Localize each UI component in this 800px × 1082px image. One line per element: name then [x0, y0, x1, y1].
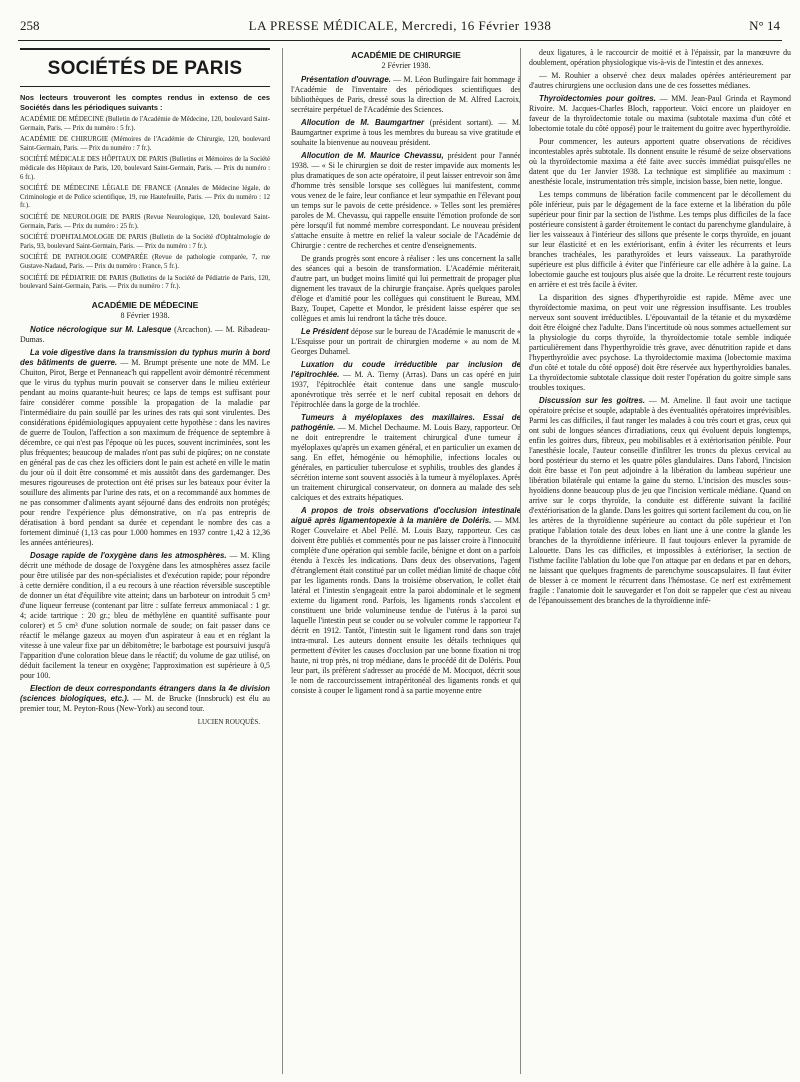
article-heading: Election de deux correspondants étrangers dans la 4e division (sciences biologiques, etc.).: [20, 683, 270, 703]
article-text: Pour commencer, les auteurs apportent quatre observations de récidives incontestables après subtotale. Ils donnent ensuite le résumé de seize observations où la thyroïdectomie maxima a été faite avec succès immédiat puisqu'elles ne datent que du 1er Janvier 1938. La technique est simplifiée au maximum : anesthésie locale, instrumentation très simple, incision basse, bien nette, longue.: [529, 137, 791, 186]
article-paragraph: [291, 118, 521, 148]
article-paragraph: [291, 360, 521, 410]
article-heading: Luxation du coude irréductible par inclusion de l'épitrochlée.: [291, 360, 521, 379]
medecine-articles: [20, 325, 270, 714]
society-entry: SOCIÉTÉ DE PÉDIATRIE DE PARIS (Bulletins de la Société de Pédiatrie de Paris, 120, boulevard Saint-Germain, Paris. — Prix du numéro : 7 fr.).: [20, 274, 270, 291]
article-text: — M. de Brucke (Innsbruck) est élu au premier tour, M. Peyton-Rous (New-York) au second tour.: [20, 693, 270, 713]
article-text: — M. Léon Butlingaire fait hommage à l'Académie de l'inventaire des périodiques scientifiques des bibliothèques de Paris, dressé sous la direction de M. Alfred Lacroix, secrétaire perpétuel de l'Académie des Sciences.: [291, 75, 521, 114]
article-heading: Le Président: [301, 327, 349, 336]
article-paragraph: [20, 325, 270, 345]
article-paragraph: [529, 94, 791, 134]
article-heading: Discussion sur les goitres.: [539, 396, 646, 405]
society-entry: SOCIÉTÉ DE MÉDECINE LÉGALE DE FRANCE (Annales de Médecine légale, de Criminologie et de Police scientifique, 19, rue Hautefeuille, Paris. — Prix du numéro : 12 fr.).: [20, 185, 270, 210]
issue-number: N° 14: [749, 18, 780, 33]
article-text: deux ligatures, à le raccourcir de moitié et à l'épaissir, par la manœuvre du doublement, opération physiologique vis-à-vis de l'intestin et des annexes.: [529, 48, 791, 67]
article-paragraph: [20, 684, 270, 714]
article-text: — M. Ameline. Il faut avoir une tactique opératoire précise et souple, adaptable à des éventualités opératoires imprévisibles. Parmi les cas difficiles, il faut ranger les malades à cou très court et gras, ceux qui ont subi de longues séances d'irradiations, ceux qui évoluent depuis longtemps, enfin les goitres durs, fibreux, peu mobilisables et à extériorisation pénible. Pour l'anesthésie locale, l'auteur conseille d'infiltrer les troncs du plexus cervical au bord postérieur du sterno et les quatre pôles glandulaires. Dans l'abord, l'incision doit être basse et l'on peut adjoindre à la libération du lambeau supérieur une libération bilatérale qui entame la gaine du sterno. L'incision des muscles sous-hyoïdiens donne beaucoup plus de jeu que l'incision verticale médiane. Quand on arrive sur le corps thyroïde, la conduite est différente suivant la facilité d'extériorisation de la glande. Dans les goitres qui sortent facilement du cou, on lie les artères de la thyroïdienne supérieure au contact du pôle supérieur et l'on pratique l'ablation totale des deux lobes en liant une à une contre la glande les branches de la thyroïdienne inférieure. Il faut toujours enlever la pyramide de Lalouette. Dans les cas difficiles, et impossibles à extérioriser, la section de l'isthme facilite l'ablation du lobe que l'on attaque par en dedans et par en dehors, ne laissant que quelques fragments de parenchyme souscapsulaires. Il faut éviter de blesser à ce moment le récurrent dans l'hémostase. Ce nerf est extrêmement fragile : l'anatomie doit le sauvegarder et l'on doit se rappeler que c'est au niveau de l'épanouissement des branches de la thyroïdienne infé-: [529, 396, 791, 605]
society-entry: ACADÉMIE DE CHIRURGIE (Mémoires de l'Académie de Chirurgie, 120, boulevard Saint-Germain, Paris. — Prix du numéro : 7 fr.).: [20, 136, 270, 152]
chirurgie-articles: [291, 75, 521, 696]
article-heading: Tumeurs à myéloplaxes des maxillaires. Essai de pathogénie.: [291, 413, 521, 432]
article-heading: Allocution de M. Baumgartner: [301, 118, 425, 127]
society-entry: SOCIÉTÉ DE PATHOLOGIE COMPARÉE (Revue de pathologie comparée, 7, rue Gustave-Nadaud, Paris. — Prix du numéro : France, 5 fr.).: [20, 254, 270, 270]
author-signature: LUCIEN ROUQUÈS.: [197, 717, 260, 726]
article-text: président pour l'année 1938. — « Si le chirurgien se doit de rester impavide aux moments les plus dramatiques de son acte opératoire, il peut laisser entrevoir son âme d'homme très sensible lorsque ses collègues lui manifestent, comme vous venez de le faire, leur confiance et leur sympathie en l'élevant pour un temps sur le pavois de cette présidence. » Telles sont les premières paroles de M. Chevassu, qui rappelle ensuite l'émotion profonde de son père lorsqu'il fut nommé membre correspondant. Le nouveau président s'attache ensuite à mettre en relief la valeur sociale de l'Académie de Chirurgie : centre de recherches et centre d'enseignements.: [291, 151, 521, 250]
article-paragraph: [529, 190, 791, 290]
article-paragraph: [20, 348, 270, 548]
article-paragraph: [20, 551, 270, 681]
article-text: — MM. Roger Couvelaire et Abel Pellé. M. Louis Bazy, rapporteur. Ces cas doivent être publiés et commentés pour ne pas laisser croire à l'innocuité complète d'une opération qui semble facile, bénigne et dont on a parfois étendu à l'excès les indications. Dans deux des observations, l'agent d'étranglement était constitué par un collet médian limité de chaque côté par les ligaments ronds. Dans la troisième observation, le collet était latéral et l'intestin s'engageait entre la paroi abdominale et le segment externe du ligament rond. Parfois, les ligaments ronds s'accolent et constituent une bride volumineuse tendue de l'utérus à la paroi sur laquelle l'intestin peut se couder ou se volvuler comme le rapporteur l'a décrit en 1912. Tantôt, l'intestin suit le ligament rond dans son trajet intra-mural. Les auteurs donnent ensuite les détails techniques qui permettent d'éviter les causes d'occlusion par une bonne fixation ni trop haute, ni trop près, ni trop médiane, dans le procédé dit de Doléris. Pour leur part, ils préfèrent s'adresser au procédé de M. Mocquot, décrit sous le nom de raccourcissement intrapéritonéal des ligaments ronds et qui consiste à couper le ligament rond à sa partie moyenne entre: [291, 516, 521, 695]
intro-text: Nos lecteurs trouveront les comptes rendus in extenso de ces Sociétés dans les périodiques suivants :: [20, 93, 270, 112]
article-text: — M. Brumpt présente une note de MM. Le Chuiton, Pirot, Berge et Pennaneac'h qui rappellent avoir démontré récemment que le virus du typhus murin pouvait se conserver dans le milieu extérieur pendant au moins quarante-huit heures; ce laps de temps est suffisant pour faire considérer comme possible la propagation de la maladie par l'intermédiaire du pain souillé par les urines des rats qui sont virulentes. Des considérations épidémiologiques appuyaient cette hypothèse : dans les navires de guerre de Toulon, l'affection a son maximum de fréquence de septembre à décembre, ce qui n'est pas l'époque où les puces, souvent incriminées, sont les plus fréquentes; beaucoup de malades n'ont pas subi de piqûres; on ne constate en général pas de cas chez les officiers dont le pain est acheté en ville le matin du jour où il doit être consommé et mis aussitôt dans des gardemanger. Des mesures rigoureuses de protection ont été prises sur les bateaux pour éviter la souillure des aliments par l'urine des rats, et on a recommandé aux hommes de ne pas consommer d'aliments ayant séjourné dans des endroits non protégés; pour rendre l'expérience plus démonstrative, on n'a pas entrepris de dératisation à bord pendant sa durée et cependant le nombre des cas a fortement diminué (1,13 cas pour 1.000 hommes en 1937 contre 1,42 à 12,36 les années antérieures).: [20, 357, 270, 547]
page-header: [20, 18, 780, 38]
society-entry: SOCIÉTÉ DE NEUROLOGIE DE PARIS (Revue Neurologique, 120, boulevard Saint-Germain, Paris. — Prix du numéro : 25 fr.).: [20, 213, 270, 230]
society-entry: SOCIÉTÉ D'OPHTALMOLOGIE DE PARIS (Bulletin de la Société d'Ophtalmologie de Paris, 93, boulevard Saint-Germain, Paris. — Prix du numéro : 7 fr.).: [20, 234, 270, 250]
article-heading: Thyroïdectomies pour goitres.: [539, 94, 656, 103]
article-text: La disparition des signes d'hyperthyroïdie est rapide. Même avec une thyroïdectomie maxima, on peut voir une régression insuffisante. Les troubles nerveux sont souvent irréductibles. L'épouvantail de la tétanie et du myxœdème doit être éloigné chez l'adulte. Dans l'incertitude où nous sommes actuellement sur la physiologie du corps thyroïde, la thyroïdectomie totale semble indiquée particulièrement dans l'hyperthyroïdie très grave, avec dénutrition rapide et dans l'hyperthyroïdie avec psychose. La thyroïdectomie maxima (lobectomie maxima d'un côté et totale du côté opposé) doit être réservée aux hyperthyroïdies banales. La thyroïdectomie subtotale classique doit rester l'opération du goitre simple sans troubles toxiques.: [529, 293, 791, 392]
article-text: — M. Kling décrit une méthode de dosage de l'oxygène dans les atmosphères assez facile pour être utilisée par des non-spécialistes et d'exécution rapide; pour répondre à cette dernière condition, il a eu recours à une réaction réversible susceptible de donner un état d'équilibre vite atteint; dans un barboteur on introduit 5 cm³ d'une liqueur ferreuse (contenant par litre : sulfate ferreux ammoniacal : 1 gr. 4; acide tartrique : 20 gr.; bleu de méthylène en quantité suffisante pour colorer) et 5 cm³ d'une solution normale de soude; on fait passer dans ce réactif le mélange gazeux au moyen d'un aspirateur à eau et en réglant la vitesse à une valeur fixe par un débitomètre; le barbotage est poursuivi jusqu'à l'apparition d'une coloration bleue dans le réactif; du volume de gaz utilisé, on déduit facilement la teneur en oxygène; l'approximation est supérieure à 0,5 pour 100.: [20, 550, 270, 680]
article-heading: Allocution de M. Maurice Chevassu,: [301, 151, 444, 160]
article-paragraph: [291, 327, 521, 357]
section-title-medecine: ACADÉMIE DE MÉDECINE: [91, 299, 199, 310]
article-paragraph: [291, 151, 521, 251]
column-3: [520, 48, 791, 1074]
article-paragraph: [529, 396, 791, 606]
article-paragraph: [529, 137, 791, 187]
society-entry: SOCIÉTÉ MÉDICALE DES HÔPITAUX DE PARIS (Bulletins et Mémoires de la Société médicale des Hôpitaux de Paris, 120, boulevard Saint-Germain, Paris. — Prix du numéro : 6 fr.).: [20, 156, 270, 181]
society-entry: ACADÉMIE DE MÉDECINE (Bulletin de l'Académie de Médecine, 120, boulevard Saint-Germain, Paris. — Prix du numéro : 5 fr.).: [20, 116, 270, 132]
article-paragraph: [291, 254, 521, 324]
section-date-medecine: 8 Février 1938.: [120, 310, 170, 320]
page-number: 258: [20, 18, 40, 33]
article-paragraph: [529, 71, 791, 91]
section-title-chirurgie: ACADÉMIE DE CHIRURGIE: [351, 50, 461, 60]
article-text: Les temps communs de libération facile commencent par le décollement du pôle inférieur, puis par le dégagement de la face externe et la libération du pôle supérieur pour finir par la section de l'isthme. Les temps plus difficiles de la face postérieure consistent à garder étroitement le contact du parenchyme glandulaire, à lier les vaisseaux à l'intérieur des sillons que présente le corps thyroïde, en jouant sur leur élasticité et en les extériorisant, enfin à éviter les récurrents et leurs branches trachéales, les parathyroïdes et leurs vaisseaux. La parathyroïde supérieure est plus difficile à éviter que l'inférieure car elle adhère à la gaine. La lobectomie gauche est toujours plus aisée que la droite. Le récurrent reste toujours en arrière et est très facile à éviter.: [529, 190, 791, 289]
column-2: [282, 48, 521, 1074]
article-text: De grands progrès sont encore à réaliser : les uns concernent la salle des séances qui a besoin de transformation. L'Académie mériterait, d'autre part, un budget moins limité qui lui permettrait de propager plus dignement les travaux de la chirurgie française. Après quelques paroles d'éloge et d'amitié pour les collègues qui constituent le Bureau, MM. Bazy, Toupet, Capette et Mondor, le président laisse espérer que ses collègues et amis lui rendront la tâche très douce.: [291, 254, 521, 323]
article-text: — MM. Jean-Paul Grinda et Raymond Rivoire. M. Jacques-Charles Bloch, rapporteur. Voici encore un plaidoyer en faveur de la thyroïdectomie totale ou maxima (subtotale maxima d'un côté et lobectomie totale du côté opposé) pour le traitement du goitre avec hyperthyroïdie.: [529, 94, 791, 133]
article-paragraph: [291, 413, 521, 503]
societes-title: SOCIÉTÉS DE PARIS: [47, 58, 243, 79]
article-heading: La voie digestive dans la transmission du typhus murin à bord des bâtiments de guerre.: [20, 347, 270, 367]
article-text: — M. A. Tierny (Arras). Dans un cas opéré en juin 1937, l'épitrochlée était contenue dans une sangle musculo-aponévrotique très serrée et le nerf cubital reposait en dehors de l'épitrochlée dans la gorge de la trochlée.: [291, 370, 521, 409]
societes-heading-box: [20, 48, 270, 87]
article-heading: A propos de trois observations d'occlusion intestinale aiguë après ligamentopexie à la manière de Doléris.: [291, 506, 521, 525]
article-text: dépose sur le bureau de l'Académie le manuscrit de « L'Esquisse pour un portrait de chirurgien moderne » au nom de M. Georges Duhamel.: [291, 327, 521, 356]
article-heading: Dosage rapide de l'oxygène dans les atmosphères.: [30, 550, 227, 560]
article-text: — M. Rouhier a observé chez deux malades opérées antérieurement par d'autres chirurgiens une occlusion dans une de ces fossettes médianes.: [529, 71, 791, 90]
article-heading: Présentation d'ouvrage.: [301, 75, 391, 84]
article-paragraph: [529, 293, 791, 393]
article-text: (Arcachon). — M. Ribadeau-Dumas.: [20, 324, 270, 344]
section-date-chirurgie: 2 Février 1938.: [381, 61, 431, 70]
column-3-articles: [529, 48, 791, 606]
article-text: (président sortant). — M. Baumgartner exprime à tous les membres du bureau sa vive gratitude et souhaite la bienvenue au nouveau président.: [291, 118, 521, 147]
article-text: — M. Michel Dechaume. M. Louis Bazy, rapporteur. On ne doit entreprendre le traitement chirurgical d'une tumeur à myéloplaxes qu'après un examen général, et en particulier un examen de sang. En effet, hémogénie ou hémophilie, infections locales ou générales, en particulier tuberculose et syphilis, troubles des glandes à sécrétion interne sont souvent associés à la tumeur à myéloplaxes. Après un traitement chirurgical conservateur, on donnera au malade des sels calciques et des extraits hépatiques.: [291, 423, 521, 502]
article-paragraph: [529, 48, 791, 68]
society-list: [20, 116, 270, 292]
column-1: [20, 48, 270, 1074]
header-rule: [18, 40, 782, 41]
article-paragraph: [291, 506, 521, 696]
article-heading: Notice nécrologique sur M. Lalesque: [30, 324, 172, 334]
article-paragraph: [291, 75, 521, 115]
publication-title: LA PRESSE MÉDICALE, Mercredi, 16 Février 1938: [248, 18, 552, 33]
